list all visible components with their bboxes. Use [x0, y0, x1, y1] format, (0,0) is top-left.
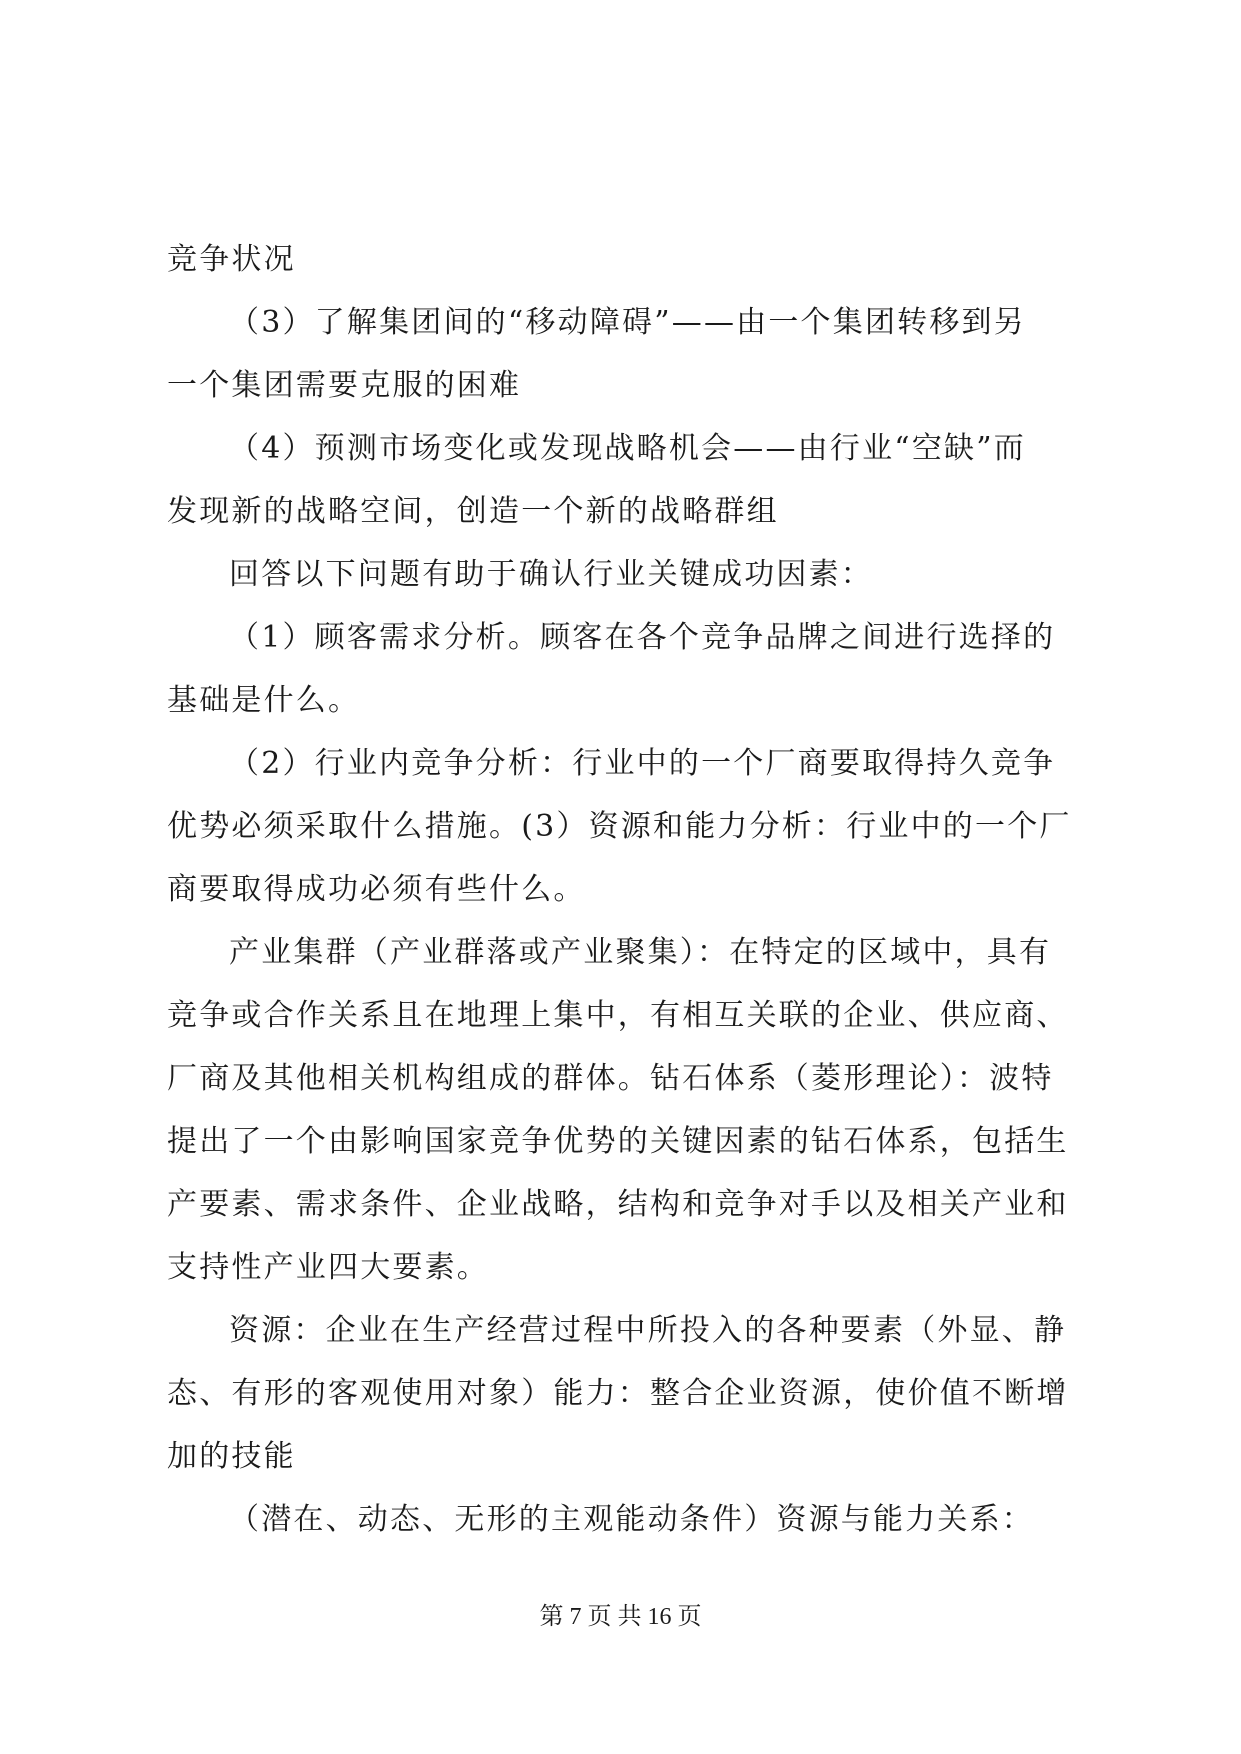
text-line-19: 态、有形的客观使用对象）能力：整合企业资源，使价值不断增 — [167, 1376, 1069, 1411]
body-text — [167, 228, 1087, 1551]
page-footer: 第 7 页 共 16 页 — [539, 1604, 702, 1630]
text-line-3: 一个集团需要克服的困难 — [167, 368, 522, 403]
text-line-6: 回答以下问题有助于确认行业关键成功因素： — [229, 557, 873, 592]
text-line-8: 基础是什么。 — [167, 683, 361, 718]
text-line-14: 厂商及其他相关机构组成的群体。钻石体系（菱形理论）：波特 — [167, 1061, 1054, 1096]
text-line-17: 支持性产业四大要素。 — [167, 1250, 489, 1285]
text-line-7: （1）顾客需求分析。顾客在各个竞争品牌之间进行选择的 — [229, 620, 1056, 655]
text-line-2: （3）了解集团间的“移动障碍”——由一个集团转移到另 — [229, 305, 1026, 340]
text-line-15: 提出了一个由影响国家竞争优势的关键因素的钻石体系，包括生 — [167, 1124, 1069, 1159]
text-line-11: 商要取得成功必须有些什么。 — [167, 872, 586, 907]
text-line-13: 竞争或合作关系且在地理上集中，有相互关联的企业、供应商、 — [167, 998, 1069, 1033]
text-line-5: 发现新的战略空间，创造一个新的战略群组 — [167, 494, 779, 529]
text-line-21: （潜在、动态、无形的主观能动条件）资源与能力关系： — [229, 1502, 1034, 1537]
text-line-4: （4）预测市场变化或发现战略机会——由行业“空缺”而 — [229, 431, 1026, 466]
text-line-1: 竞争状况 — [167, 242, 296, 277]
text-line-12: 产业集群（产业群落或产业聚集）：在特定的区域中，具有 — [229, 935, 1052, 970]
text-line-10: 优势必须采取什么措施。(3）资源和能力分析：行业中的一个厂 — [167, 809, 1072, 844]
text-line-16: 产要素、需求条件、企业战略，结构和竞争对手以及相关产业和 — [167, 1187, 1069, 1222]
text-line-9: （2）行业内竞争分析：行业中的一个厂商要取得持久竞争 — [229, 746, 1056, 781]
text-line-18: 资源：企业在生产经营过程中所投入的各种要素（外显、静 — [229, 1313, 1067, 1348]
text-line-20: 加的技能 — [167, 1439, 296, 1474]
